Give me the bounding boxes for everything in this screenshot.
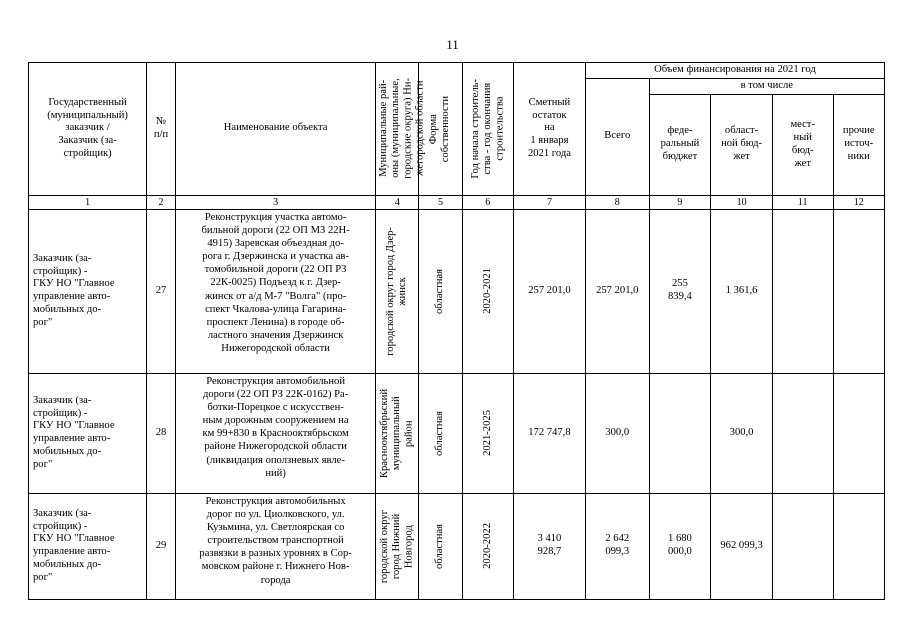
row-years: [462, 209, 513, 373]
table-row: [29, 373, 885, 493]
table-row: [29, 209, 885, 373]
row-years: [462, 493, 513, 599]
row-customer: Заказчик (за- стройщик) - ГКУ НО "Главное управление авто- мобильных до- рог": [29, 493, 147, 599]
row-other: [833, 493, 884, 599]
col-number: 4: [376, 195, 419, 209]
financing-table: [28, 62, 885, 600]
col-number: 8: [585, 195, 649, 209]
row-num: 28: [147, 373, 176, 493]
header-local: мест- ный бюд- жет: [772, 94, 833, 195]
row-num: 29: [147, 493, 176, 599]
row-total: 257 201,0: [585, 209, 649, 373]
header-customer: Государственный (муниципальный) заказчик / Заказчик (за- стройщик): [29, 63, 147, 196]
row-ownership: [419, 493, 462, 599]
row-regional: 962 099,3: [711, 493, 773, 599]
col-number: 2: [147, 195, 176, 209]
row-total: 300,0: [585, 373, 649, 493]
col-number: 10: [711, 195, 773, 209]
row-municipal-text: городской округ город Нижний Новгород: [379, 509, 415, 583]
row-years-text: 2021-2025: [481, 410, 493, 457]
row-years: [462, 373, 513, 493]
header-ownership-text: Форма собственности: [428, 95, 452, 163]
row-object-name: Реконструкция участка автомо- бильной дороги (22 ОП МЗ 22Н- 4915) Заревская объездная до- рога г. Дзержинска и участка ав- томобильной дороги (22 ОП РЗ 22К-0025) Подъезд к г. Дзер- жинск от а/д М-7 "Волга" (про- спект Чкалова-улица Гагарина- проспект Ленина) в городе об- ластного значения Дзержинск Нижегородской области: [175, 209, 375, 373]
row-local: [772, 493, 833, 599]
row-other: [833, 209, 884, 373]
row-municipal: [376, 209, 419, 373]
header-estimate: Сметный остаток на 1 января 2021 года: [513, 63, 585, 196]
row-local: [772, 373, 833, 493]
page-number: 11: [446, 37, 459, 52]
header-financing: Объем финансирования на 2021 год: [585, 63, 884, 79]
row-estimate: 257 201,0: [513, 209, 585, 373]
row-object-name: Реконструкция автомобильной дороги (22 ОП РЗ 22К-0162) Ра- ботки-Порецкое с искусствен- ным дорожным сооружением на км 99+830 в Краснооктябрьском районе Нижегородской области (ликвидация оползневых явле- ний): [175, 373, 375, 493]
row-federal: 1 680 000,0: [649, 493, 711, 599]
row-customer: Заказчик (за- стройщик) - ГКУ НО "Главное управление авто- мобильных до- рог": [29, 373, 147, 493]
header-total: Всего: [585, 78, 649, 195]
row-years-text: 2020-2021: [481, 268, 493, 315]
row-object-name: Реконструкция автомобильных дорог по ул. Циолковского, ул. Кузьмина, ул. Светлоярская со строительством транспортной развязки в разных уровнях в Сор- мовском районе г. Нижнего Нов- города: [175, 493, 375, 599]
row-customer: Заказчик (за- стройщик) - ГКУ НО "Главное управление авто- мобильных до- рог": [29, 209, 147, 373]
row-num: 27: [147, 209, 176, 373]
col-number: 9: [649, 195, 711, 209]
row-municipal-text: Краснооктябрьский муниципальный район: [379, 388, 415, 478]
row-total: 2 642 099,3: [585, 493, 649, 599]
row-federal: [649, 373, 711, 493]
header-num: № п/п: [147, 63, 176, 196]
col-number: 11: [772, 195, 833, 209]
col-number: 3: [175, 195, 375, 209]
row-ownership: [419, 373, 462, 493]
row-federal: 255 839,4: [649, 209, 711, 373]
row-municipal: [376, 373, 419, 493]
header-municipal-text: Муниципальные рай- оны (муниципальные, городские округа) Ни- жегородской области: [378, 78, 426, 180]
col-number: 7: [513, 195, 585, 209]
row-ownership-text: областная: [434, 268, 446, 314]
row-local: [772, 209, 833, 373]
header-years-text: Год начала строитель- ства - год окончания строительства: [469, 79, 505, 179]
row-regional: 1 361,6: [711, 209, 773, 373]
row-ownership-text: областная: [434, 410, 446, 456]
row-ownership: [419, 209, 462, 373]
row-estimate: 172 747,8: [513, 373, 585, 493]
row-estimate: 3 410 928,7: [513, 493, 585, 599]
row-other: [833, 373, 884, 493]
col-number: 5: [419, 195, 462, 209]
col-number: 6: [462, 195, 513, 209]
row-ownership-text: областная: [434, 523, 446, 569]
row-regional: 300,0: [711, 373, 773, 493]
header-federal: феде- ральный бюджет: [649, 94, 711, 195]
header-other: прочие источ- ники: [833, 94, 884, 195]
header-row-1: [29, 63, 885, 79]
header-object-name: Наименование объекта: [175, 63, 375, 196]
header-municipal: [376, 63, 426, 196]
row-years-text: 2020-2022: [481, 523, 493, 570]
row-municipal: [376, 493, 419, 599]
table-row: [29, 493, 885, 599]
header-including: в том числе: [649, 78, 884, 94]
col-number: 12: [833, 195, 884, 209]
header-years: [462, 63, 513, 196]
row-municipal-text: городской округ город Дзер- жинск: [385, 226, 409, 356]
col-number: 1: [29, 195, 147, 209]
column-number-row: [29, 195, 885, 209]
header-regional: област- ной бюд- жет: [711, 94, 773, 195]
